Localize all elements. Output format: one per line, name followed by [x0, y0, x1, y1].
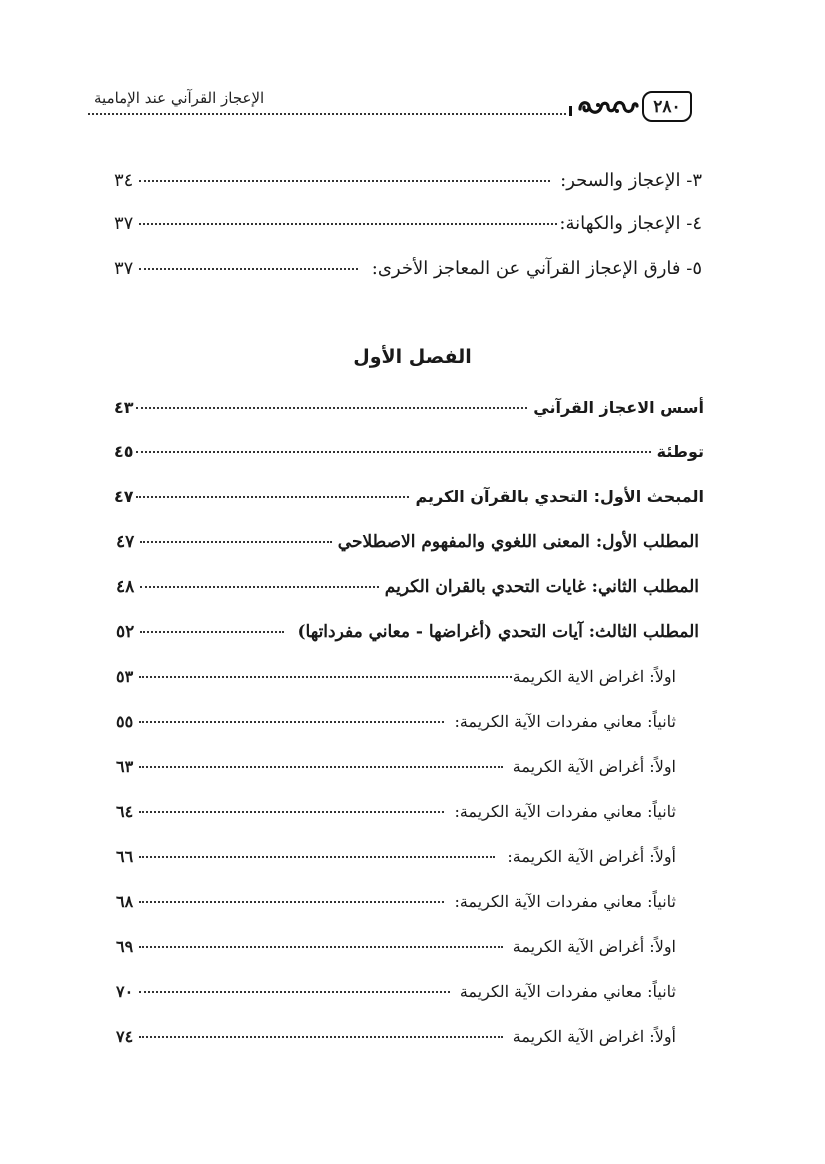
header-divider-bar — [569, 106, 572, 116]
toc-entry-title: المطلب الثاني: غايات التحدي بالقران الكريم — [384, 577, 699, 597]
dot-leader — [139, 901, 444, 903]
running-title: الإعجاز القرآني عند الإمامية — [94, 89, 265, 107]
toc-entry-title: أولاً: اغراض الآية الكريمة — [512, 1027, 676, 1046]
dot-leader — [139, 811, 444, 813]
toc-entry[interactable] — [116, 532, 699, 552]
toc-entry-title: أسس الاعجاز القرآني — [533, 398, 704, 417]
toc-page-number: ٤٣ — [114, 398, 134, 417]
dot-leader — [136, 451, 651, 453]
toc-entry-title: المبحث الأول: التحدي بالقرآن الكريم — [415, 487, 704, 506]
toc-entry-title: ٣- الإعجاز والسحر: — [560, 170, 702, 191]
toc-page-number: ٦٤ — [116, 802, 134, 821]
chapter-heading: الفصل الأول — [353, 346, 472, 368]
dot-leader — [136, 407, 528, 409]
toc-page-number: ٣٧ — [114, 213, 134, 234]
dot-leader — [139, 180, 550, 182]
toc-page-number: ٣٤ — [114, 170, 134, 191]
toc-page-number: ٥٣ — [116, 667, 134, 686]
toc-entry[interactable] — [116, 982, 676, 1001]
toc-entry-title: ثانياً: معاني مفردات الآية الكريمة: — [454, 712, 676, 731]
toc-entry-title: ٥- فارق الإعجاز القرآني عن المعاجز الأخرى: — [371, 258, 702, 279]
toc-entry-title: ثانياً: معاني مفردات الآية الكريمة — [459, 982, 676, 1001]
toc-page-number: ٥٥ — [116, 712, 134, 731]
dot-leader — [139, 676, 512, 678]
toc-entry[interactable] — [116, 847, 676, 866]
toc-entry[interactable] — [114, 213, 702, 234]
page-number — [642, 91, 692, 122]
toc-entry[interactable] — [116, 667, 676, 686]
toc-page-number: ٦٩ — [116, 937, 134, 956]
dot-leader — [139, 1036, 503, 1038]
toc-entry-title: ثانياً: معاني مفردات الآية الكريمة: — [454, 892, 676, 911]
scroll-ornament-icon — [577, 96, 639, 118]
header-dotted-rule — [88, 113, 566, 115]
dot-leader — [139, 946, 503, 948]
running-header — [88, 86, 740, 126]
toc-entry[interactable] — [116, 1027, 676, 1046]
toc-page-number: ٥٢ — [116, 622, 135, 642]
toc-entry[interactable] — [116, 757, 676, 776]
toc-entry-title: ثانياً: معاني مفردات الآية الكريمة: — [454, 802, 676, 821]
toc-page-number: ٤٥ — [114, 442, 134, 461]
toc-entry[interactable] — [116, 712, 676, 731]
toc-entry-title: اولاً: أغراض الآية الكريمة — [512, 937, 676, 956]
toc-entry-title: اولاً: أغراض الآية الكريمة — [512, 757, 676, 776]
dot-leader — [139, 856, 495, 858]
toc-entry[interactable] — [116, 892, 676, 911]
dot-leader — [140, 541, 332, 543]
dot-leader — [139, 223, 557, 225]
toc-page-number: ٦٨ — [116, 892, 134, 911]
page-number-text: ٢٨٠ — [653, 96, 681, 117]
toc-page-number: ٤٧ — [114, 487, 134, 506]
toc-page-number: ٤٨ — [116, 577, 135, 597]
dot-leader — [139, 991, 450, 993]
toc-page-number: ٦٣ — [116, 757, 134, 776]
toc-entry-title: توطئة — [656, 442, 704, 461]
toc-page-number: ٧٠ — [116, 982, 134, 1001]
toc-entry-title: المطلب الثالث: آيات التحدي (أغراضها - معاني مفرداتها) — [297, 622, 699, 642]
toc-entry[interactable] — [114, 170, 702, 191]
toc-entry-title: اولاً: اغراض الاية الكريمة — [512, 667, 676, 686]
toc-entry[interactable] — [116, 937, 676, 956]
toc-entry[interactable] — [114, 398, 704, 417]
toc-page-number: ٣٧ — [114, 258, 134, 279]
toc-entry[interactable] — [114, 487, 704, 506]
toc-entry-title: المطلب الأول: المعنى اللغوي والمفهوم الاصطلاحي — [337, 532, 699, 552]
dot-leader — [139, 721, 444, 723]
toc-page-number: ٦٦ — [116, 847, 134, 866]
toc-entry-title: أولاً: أغراض الآية الكريمة: — [507, 847, 676, 866]
toc-entry[interactable] — [116, 802, 676, 821]
dot-leader — [140, 586, 379, 588]
toc-entry[interactable] — [116, 622, 699, 642]
toc-entry[interactable] — [114, 442, 704, 461]
toc-entry-title: ٤- الإعجاز والكهانة: — [559, 213, 702, 234]
dot-leader — [139, 766, 503, 768]
toc-entry[interactable] — [114, 258, 702, 279]
toc-page-number: ٤٧ — [116, 532, 135, 552]
dot-leader — [136, 496, 410, 498]
toc-entry[interactable] — [116, 577, 699, 597]
dot-leader — [139, 268, 357, 270]
dot-leader — [140, 631, 283, 633]
toc-page-number: ٧٤ — [116, 1027, 134, 1046]
